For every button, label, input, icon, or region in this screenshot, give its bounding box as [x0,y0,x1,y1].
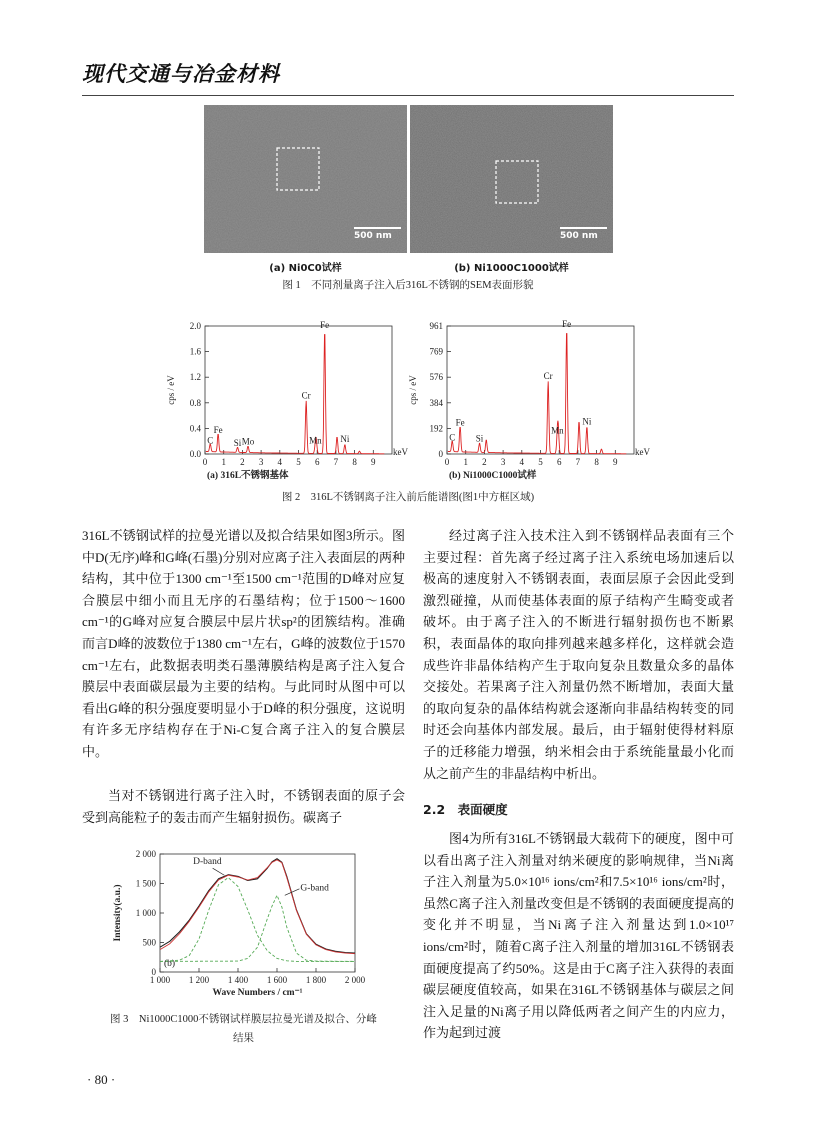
figure3-caption-line1: 图 3 Ni1000C1000不锈钢试样膜层拉曼光谱及拟合、分峰 [110,1014,377,1025]
y-tick-label: 1 500 [135,878,156,889]
plot-frame [160,854,355,972]
y-tick-label: 1.6 [189,346,201,357]
peak-label: Ni [340,434,350,445]
figure1-panel-b-caption: (b) Ni1000C1000试样 [454,263,569,274]
y-tick-label: 0 [438,449,443,459]
paragraph-left-2: 当对不锈钢进行离子注入时，不锈钢表面的原子会受到高能粒子的轰击而产生辐射损伤。碳离子 [82,788,405,825]
x-tick-label: 5 [296,457,301,467]
peak-label: Si [475,433,484,444]
x-axis-unit: keV [393,447,408,457]
x-axis-label: Wave Numbers / cm⁻¹ [212,988,303,998]
peak-label: Cr [543,371,553,382]
x-tick-label: 6 [556,457,562,467]
peak-label: Mn [551,425,564,436]
x-tick-label: 1 400 [227,975,249,985]
raman-chart [108,846,370,1006]
plot-frame [205,326,392,454]
x-tick-label: 5 [538,457,543,467]
x-tick-label: 2 000 [344,975,366,985]
d-band-pointer [213,868,225,875]
journal-title: 现代交通与冶金材料 [82,62,280,86]
d-band-label: D-band [193,857,222,868]
peak-label: C [449,432,456,443]
peak-label: Si [233,437,242,448]
figure3-caption-line2: 结果 [233,1033,254,1044]
scale-bar-label-b: 500 nm [560,231,598,241]
x-tick-label: 1 [221,457,226,467]
raman-measured-line [160,859,355,953]
x-tick-label: 2 [482,457,487,467]
figure2-caption: 图 2 316L不锈钢离子注入前后能谱图(图1中方框区域) [281,492,535,503]
y-tick-label: 961 [429,321,443,331]
y-axis-label: Intensity(a.u.) [113,884,123,942]
y-tick-label: 2 000 [135,849,156,859]
x-tick-label: 9 [371,457,376,467]
x-tick-label: 1 800 [305,975,327,985]
x-axis-unit: keV [635,447,650,457]
eds-chart-b [402,316,652,484]
spectrum-line [448,334,626,454]
paragraph-left-1: 316L不锈钢试样的拉曼光谱以及拟合结果如图3所示。图中D(无序)峰和G峰(石墨)分别对应离子注入表面层的两种结构，其中位于1300 cm⁻¹至1500 cm⁻¹范围的D峰对应复合膜层中细小而且无序的石墨结构；位于1500～1600 cm⁻¹的G峰对应复合膜层中层片状sp²的团簇结构。准确而言D峰的波数位于1380 cm⁻¹左右，G峰的波数位于1570 cm⁻¹左右，此数据表明类石墨薄膜结构是离子注入复合膜层中表面碳层最为主要的结构。与此同时从图中可以看出G峰的积分强度要明显小于D峰的积分强度，这说明有许多无序结构存在于Ni-C复合离子注入的复合膜层中。 [82,528,405,759]
x-tick-label: 7 [575,457,581,467]
page-number: · 80 · [87,1072,116,1087]
peak-label: Mo [241,436,255,447]
panel-caption: (a) 316L不锈钢基体 [207,471,289,481]
x-tick-label: 0 [202,457,208,467]
y-tick-label: 2.0 [189,321,201,331]
g-band-label: G-band [300,883,329,894]
spectrum-line [206,335,384,454]
x-tick-label: 4 [519,457,525,467]
y-tick-label: 1 000 [135,908,156,918]
y-axis-label: cps / eV [166,375,176,405]
figure1-caption: 图 1 不同剂量离子注入后316L不锈钢的SEM表面形貌 [282,280,534,291]
peak-label: Fe [213,425,223,436]
x-tick-label: 1 000 [149,975,171,985]
x-tick-label: 2 [240,457,245,467]
y-tick-label: 769 [429,346,443,357]
y-tick-label: 0.4 [189,423,201,434]
y-tick-label: 0.0 [189,449,201,459]
y-tick-label: 384 [429,397,443,408]
peak-label: Fe [562,319,572,330]
x-tick-label: 7 [333,457,339,467]
y-tick-label: 500 [142,937,156,948]
peak-label: Mn [309,435,322,446]
x-tick-label: 3 [258,457,264,467]
header-rule [82,95,734,96]
raman-g-band-line [160,895,355,961]
peak-label: Fe [455,417,465,428]
paragraph-right-2: 图4为所有316L不锈钢最大载荷下的硬度，图中可以看出离子注入剂量对纳米硬度的影响规律，当Ni离子注入剂量为5.0×10¹⁶ ions/cm²和7.5×10¹⁶ ions/cm²时，虽然C离子注入剂量改变但是不锈钢的表面硬度提高的变化并不明显，当Ni离子注入剂量达到1.0×10¹⁷ ions/cm²时，随着C离子注入剂量的增加316L不锈钢表面硬度提高了约50%。这是由于C离子注入获得的表面碳层硬度值较高，如果在316L不锈钢基体与碳层之间注入足量的Ni离子用以降低两者之间产生的内应力，作为起到过渡 [423,831,734,1041]
scale-bar-label-a: 500 nm [354,231,392,241]
peak-label: Fe [320,320,330,331]
x-tick-label: 4 [277,457,283,467]
x-tick-label: 1 600 [266,975,288,985]
raman-fit-line [160,860,355,954]
x-tick-label: 8 [594,457,599,467]
y-tick-label: 0.8 [189,397,201,408]
x-tick-label: 0 [444,457,450,467]
y-axis-label: cps / eV [408,375,418,405]
eds-chart-a [160,316,410,484]
x-tick-label: 1 [463,457,468,467]
peak-label: C [207,435,214,446]
x-tick-label: 6 [314,457,320,467]
panel-caption: (b) Ni1000C1000试样 [449,471,537,481]
panel-label: (b) [164,959,176,969]
sem-image-a [204,105,407,253]
peak-label: Ni [582,416,592,427]
x-tick-label: 3 [500,457,506,467]
paragraph-right-1: 经过离子注入技术注入到不锈钢样品表面有三个主要过程：首先离子经过离子注入系统电场加速后以极高的速度射入不锈钢表面，表面层原子会因此受到激烈碰撞，从而使基体表面的原子结构产生畸变或者破坏。由于离子注入的不断进行辐射损伤也不断累积，表面晶体的取向排列越来越多样化，这样就会造成些许非晶体结构产生于取向复杂且数量众多的晶体交接处。若果离子注入剂量仍然不断增加，表面大量的取向复杂的晶体结构就会逐渐向非晶结构转变的同时还会向基体内部发展。最后，由于辐射使得材料原子的迁移能力增强，纳米相会由于系统能量最小化而从之前产生的非晶结构中析出。 [423,528,734,781]
x-tick-label: 9 [613,457,618,467]
y-tick-label: 0 [151,967,156,977]
y-tick-label: 576 [429,372,443,383]
section-heading: 2.2 表面硬度 [423,802,508,817]
y-tick-label: 192 [429,423,443,434]
y-tick-label: 1.2 [189,372,201,383]
peak-label: Cr [301,390,311,401]
figure1-panel-a-caption: (a) Ni0C0试样 [269,263,342,274]
sem-image-b [410,105,613,253]
x-tick-label: 8 [352,457,357,467]
x-tick-label: 1 200 [188,975,210,985]
